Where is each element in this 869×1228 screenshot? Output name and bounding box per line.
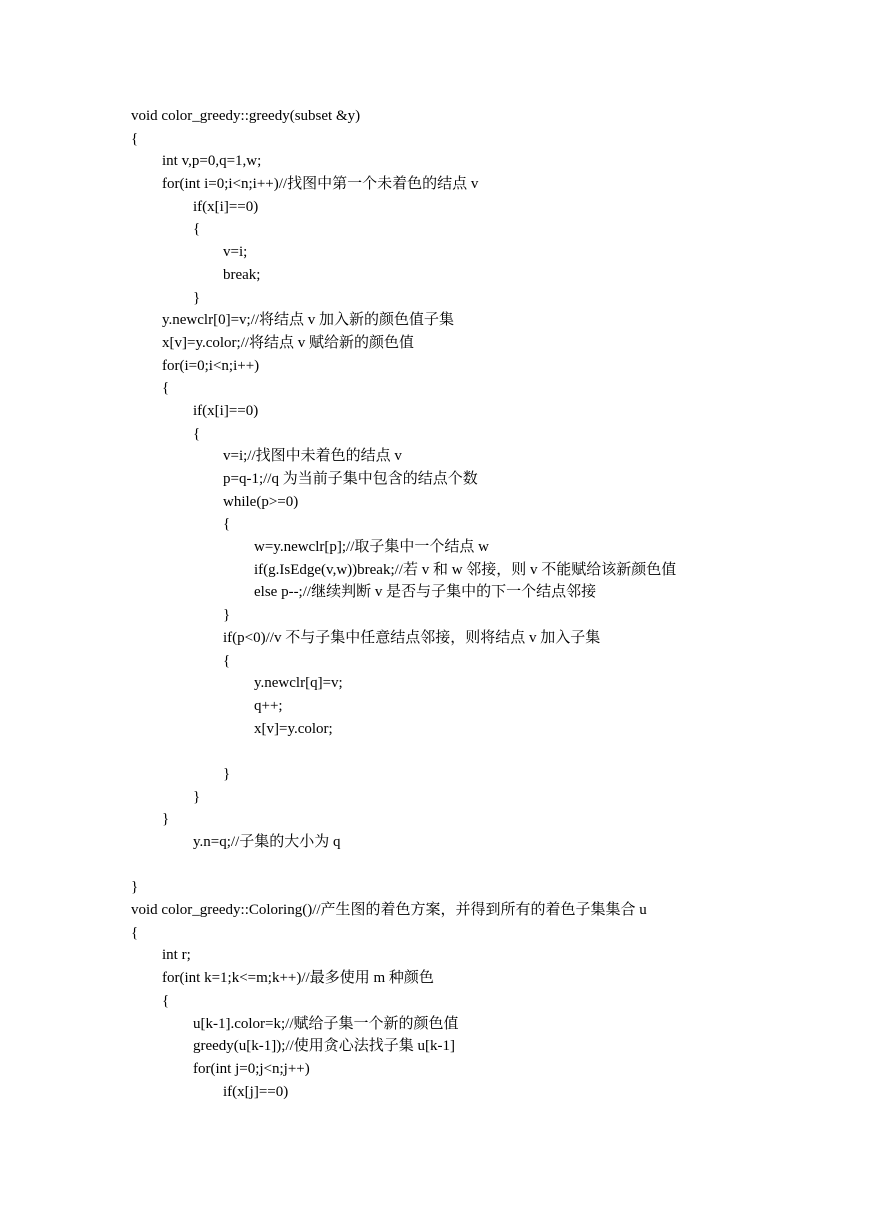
code-line: while(p>=0) [223, 493, 299, 510]
code-line: { [131, 924, 139, 941]
code-line: for(int i=0;i<n;i++)//找图中第一个未着色的结点 v [162, 176, 479, 193]
code-line: if(x[i]==0) [193, 198, 259, 215]
code-line: { [162, 992, 170, 1009]
code-line [0, 740, 869, 763]
code-line: int r; [162, 947, 191, 964]
code-line: p=q-1;//q 为当前子集中包含的结点个数 [223, 471, 478, 487]
code-line: x[v]=y.color; [254, 720, 333, 737]
code-line: for(i=0;i<n;i++) [162, 357, 260, 374]
code-line: void color_greedy::greedy(subset &y) [131, 108, 361, 124]
code-line: greedy(u[k-1]);//使用贪心法找子集 u[k-1] [193, 1038, 456, 1055]
code-line: v=i; [223, 244, 248, 261]
code-line: } [131, 879, 139, 896]
code-line: } [162, 811, 170, 828]
code-line: { [162, 380, 170, 397]
code-line: for(int j=0;j<n;j++) [193, 1060, 310, 1077]
code-line: { [131, 130, 139, 147]
code-line: x[v]=y.color;//将结点 v 赋给新的颜色值 [162, 334, 415, 351]
code-line: else p--;//继续判断 v 是否与子集中的下一个结点邻接 [254, 584, 597, 601]
code-line: } [193, 788, 201, 805]
code-line: { [193, 425, 201, 442]
code-line: if(x[i]==0) [193, 402, 259, 419]
code-line: if(p<0)//v 不与子集中任意结点邻接，则将结点 v 加入子集 [223, 629, 601, 646]
code-line: if(x[j]==0) [223, 1083, 289, 1100]
code-line: break; [223, 266, 261, 283]
code-line: { [223, 516, 231, 533]
code-line: { [223, 652, 231, 669]
code-line: int v,p=0,q=1,w; [162, 153, 262, 170]
code-line: y.newclr[0]=v;//将结点 v 加入新的颜色值子集 [162, 312, 455, 329]
code-line: if(g.IsEdge(v,w))break;//若 v 和 w 邻接，则 v 不能赋给该新颜色值 [254, 561, 677, 578]
code-line: y.newclr[q]=v; [254, 675, 343, 692]
code-line: } [223, 607, 231, 624]
code-line: } [193, 289, 201, 306]
code-line: for(int k=1;k<=m;k++)//最多使用 m 种颜色 [162, 970, 434, 987]
code-line: w=y.newclr[p];//取子集中一个结点 w [254, 539, 489, 556]
code-line: q++; [254, 697, 283, 714]
code-line: } [223, 765, 231, 782]
code-line: u[k-1].color=k;//赋给子集一个新的颜色值 [193, 1015, 459, 1032]
code-line: y.n=q;//子集的大小为 q [193, 834, 341, 850]
code-line: v=i;//找图中未着色的结点 v [223, 448, 402, 465]
code-line [0, 854, 869, 877]
code-line: void color_greedy::Coloring()//产生图的着色方案，并得到所有的着色子集集合 u [131, 902, 647, 919]
code-line: { [193, 221, 201, 238]
code-listing [0, 105, 869, 1103]
